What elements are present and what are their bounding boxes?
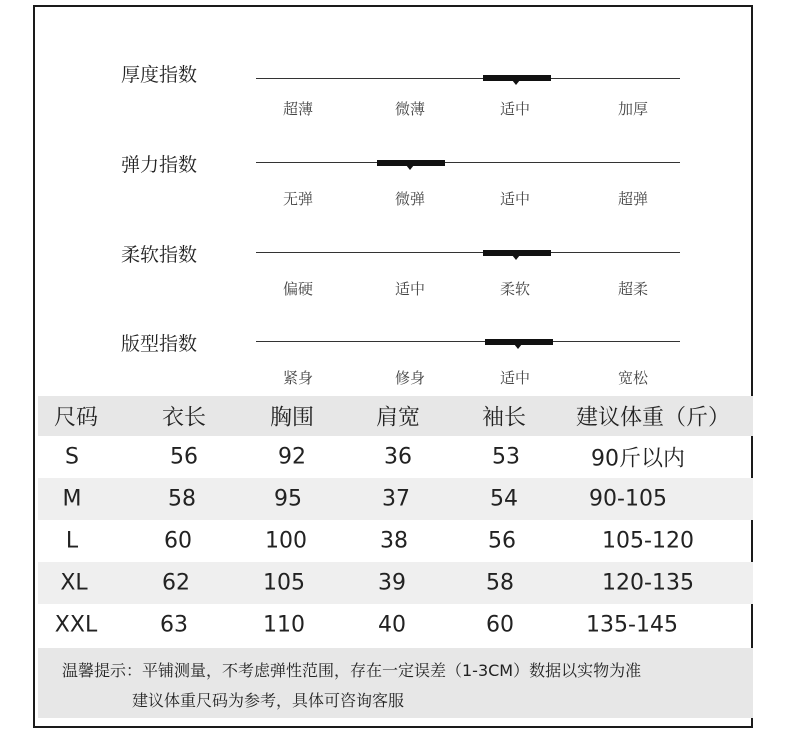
table-row: [38, 436, 753, 478]
table-header-row: [38, 396, 753, 436]
cell-shoulder: 36: [384, 444, 412, 470]
cell-sleeve: 58: [486, 570, 514, 596]
size-table: [38, 396, 753, 646]
index-label: 适中: [499, 100, 531, 118]
cell-sleeve: 56: [488, 528, 516, 554]
note-line-1: 温馨提示：平铺测量，不考虑弹性范围，存在一定误差（1-3CM）数据以实物为准: [62, 661, 642, 680]
index-label: 适中: [394, 280, 426, 298]
index-marker-arrow: [512, 80, 520, 85]
index-label: 适中: [499, 190, 531, 208]
cell-weight: 90斤以内: [591, 446, 685, 472]
index-label: 超弹: [617, 190, 649, 208]
cell-size: XXL: [54, 612, 98, 638]
cell-chest: 110: [263, 612, 305, 638]
cell-shoulder: 37: [382, 486, 410, 512]
notes-box: [38, 648, 753, 718]
index-thickness: [0, 60, 790, 120]
index-label: 微弹: [394, 190, 426, 208]
table-row: [38, 562, 753, 604]
header-length: 衣长: [161, 405, 207, 431]
index-title: 版型指数: [121, 333, 198, 355]
cell-size: S: [65, 444, 79, 470]
index-marker-arrow: [514, 344, 522, 349]
index-label: 加厚: [617, 100, 649, 118]
index-elasticity: [0, 150, 790, 210]
index-scale-line: [256, 341, 680, 342]
index-label: 超薄: [282, 100, 314, 118]
index-softness: [0, 240, 790, 300]
cell-length: 63: [160, 612, 188, 638]
cell-shoulder: 40: [378, 612, 406, 638]
index-scale-line: [256, 162, 680, 163]
cell-shoulder: 39: [378, 570, 406, 596]
index-label: 修身: [394, 369, 426, 387]
cell-chest: 95: [274, 486, 302, 512]
index-scale-line: [256, 252, 680, 253]
cell-chest: 105: [263, 570, 305, 596]
cell-length: 60: [164, 528, 192, 554]
header-shoulder: 肩宽: [375, 405, 421, 431]
index-marker-arrow: [406, 165, 414, 170]
cell-weight: 120-135: [602, 570, 694, 596]
index-title: 厚度指数: [121, 64, 198, 86]
note-line-2: 建议体重尺码为参考，具体可咨询客服: [132, 691, 405, 710]
index-label: 紧身: [282, 369, 314, 387]
cell-size: L: [65, 528, 79, 554]
header-size: 尺码: [54, 405, 99, 431]
header-weight: 建议体重（斤）: [575, 405, 731, 431]
cell-chest: 92: [278, 444, 306, 470]
table-row: [38, 478, 753, 520]
cell-length: 56: [170, 444, 198, 470]
index-label: 宽松: [617, 369, 649, 387]
index-marker-arrow: [512, 255, 520, 260]
cell-weight: 135-145: [586, 612, 678, 638]
index-scale-line: [256, 78, 680, 79]
table-row: [38, 520, 753, 562]
cell-weight: 90-105: [589, 486, 667, 512]
index-label: 微薄: [394, 100, 426, 118]
cell-length: 62: [162, 570, 190, 596]
header-chest: 胸围: [269, 405, 315, 431]
index-label: 偏硬: [282, 280, 314, 298]
cell-weight: 105-120: [602, 528, 694, 554]
cell-chest: 100: [265, 528, 307, 554]
cell-sleeve: 54: [490, 486, 518, 512]
table-row: [38, 604, 753, 646]
index-title: 弹力指数: [121, 154, 198, 176]
cell-sleeve: 53: [492, 444, 520, 470]
cell-size: M: [62, 486, 82, 512]
header-sleeve: 袖长: [481, 405, 527, 431]
cell-shoulder: 38: [380, 528, 408, 554]
cell-sleeve: 60: [486, 612, 514, 638]
index-label: 无弹: [282, 190, 314, 208]
index-title: 柔软指数: [121, 244, 198, 266]
index-label: 柔软: [499, 280, 531, 298]
index-label: 适中: [499, 369, 531, 387]
cell-size: XL: [60, 570, 88, 596]
index-fit: [0, 329, 790, 389]
index-label: 超柔: [617, 280, 649, 298]
cell-length: 58: [168, 486, 196, 512]
